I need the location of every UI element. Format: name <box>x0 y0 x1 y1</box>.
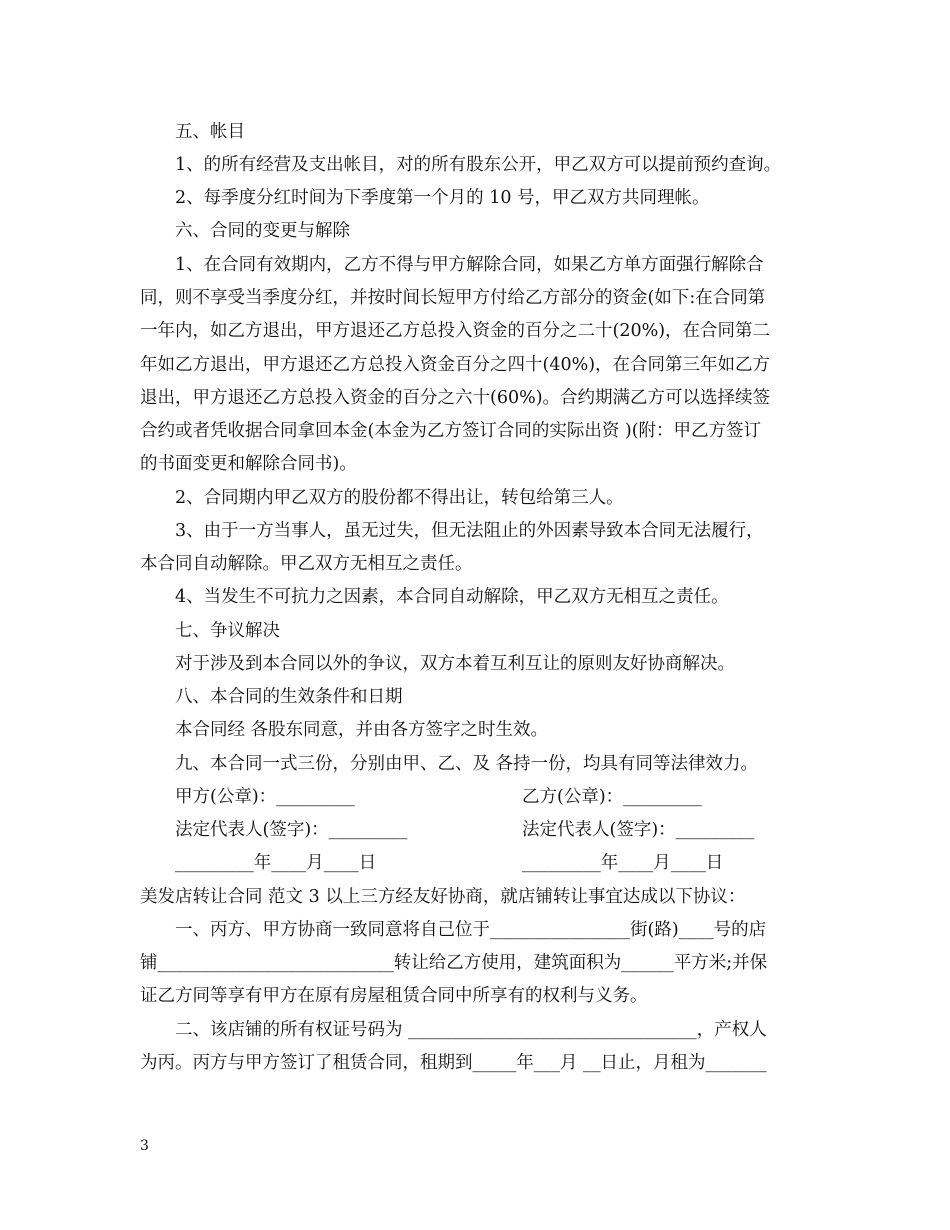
paragraph-line: 一年内，如乙方退出，甲方退还乙方总投入资金的百分之二十(20%)，在合同第二 <box>140 321 771 341</box>
paragraph-line: 同，则不享受当季度分红，并按时间长短甲方付给乙方部分的资金(如下:在合同第 <box>140 288 766 308</box>
paragraph-line: 合约或者凭收据合同拿回本金(本金为乙方签订合同的实际出资 )(附：甲乙方签订 <box>140 421 762 441</box>
section-heading-dispute: 七、争议解决 <box>175 621 280 641</box>
party-a-date-field: _________年____月____日 <box>175 853 377 873</box>
paragraph-line: 的书面变更和解除合同书)。 <box>140 454 357 474</box>
paragraph-line: 2、每季度分红时间为下季度第一个月的 10 号，甲乙双方共同理帐。 <box>175 188 710 208</box>
paragraph-line: 1、在合同有效期内，乙方不得与甲方解除合同，如果乙方单方面强行解除合 <box>175 255 764 275</box>
paragraph-line: 2、合同期内甲乙双方的股份都不得出让，转包给第三人。 <box>175 488 624 508</box>
paragraph-line: 3、由于一方当事人，虽无过失，但无法阻止的外因素导致本合同无法履行， <box>175 521 764 541</box>
page-number: 3 <box>140 1138 149 1154</box>
section-heading-accounts: 五、帐目 <box>175 122 245 142</box>
party-b-seal-field: 乙方(公章)：_________ <box>522 787 702 807</box>
section-heading-change-termination: 六、合同的变更与解除 <box>175 221 350 241</box>
paragraph-line: 铺___________________________转让给乙方使用，建筑面积为______平方米;并保 <box>140 953 768 973</box>
party-a-representative-field: 法定代表人(签字)：_________ <box>175 820 408 840</box>
paragraph-line: 一、丙方、甲方协商一致同意将自己位于________________街(路)____号的店 <box>175 920 767 940</box>
paragraph-line: 本合同自动解除。甲乙双方无相互之责任。 <box>140 554 473 574</box>
paragraph-line: 为丙。丙方与甲方签订了租赁合同，租期到_____年___月 __日止，月租为_______ <box>140 1053 767 1073</box>
contract-title-line: 美发店转让合同 范文 3 以上三方经友好协商，就店铺转让事宜达成以下协议： <box>140 887 746 907</box>
party-b-date-field: _________年____月____日 <box>522 853 724 873</box>
paragraph-line: 对于涉及到本合同以外的争议，双方本着互利互让的原则友好协商解决。 <box>175 654 735 674</box>
section-heading-effective: 八、本合同的生效条件和日期 <box>175 687 403 707</box>
paragraph-line: 退出，甲方退还乙方总投入资金的百分之六十(60%)。合约期满乙方可以选择续签 <box>140 388 771 408</box>
paragraph-line: 九、本合同一式三份，分别由甲、乙、及 各持一份，均具有同等法律效力。 <box>175 754 759 774</box>
paragraph-line: 4、当发生不可抗力之因素，本合同自动解除，甲乙双方无相互之责任。 <box>175 587 729 607</box>
paragraph-line: 年如乙方退出，甲方退还乙方总投入资金百分之四十(40%)，在合同第三年如乙方 <box>140 355 771 375</box>
paragraph-line: 二、该店铺的所有权证号码为 _________________________________，产权人 <box>175 1020 767 1040</box>
paragraph-line: 1、的所有经营及支出帐目，对的所有股东公开，甲乙双方可以提前预约查询。 <box>175 155 782 175</box>
paragraph-line: 本合同经 各股东同意，并由各方签字之时生效。 <box>175 720 549 740</box>
party-a-seal-field: 甲方(公章)：_________ <box>175 787 355 807</box>
paragraph-line: 证乙方同等享有甲方在原有房屋租赁合同中所享有的权利与义务。 <box>140 986 648 1006</box>
party-b-representative-field: 法定代表人(签字)：_________ <box>522 820 755 840</box>
